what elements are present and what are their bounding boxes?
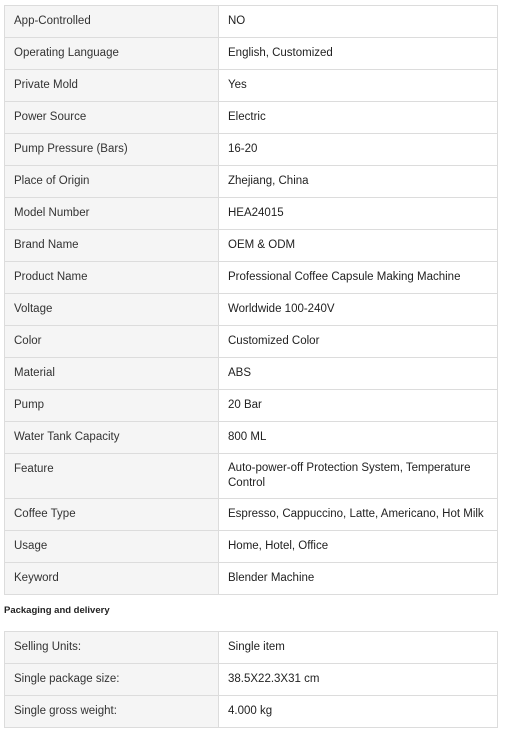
packaging-attribute-value: Single item [219, 632, 498, 664]
attribute-name: Pump Pressure (Bars) [5, 134, 219, 166]
packaging-attribute-name: Single package size: [5, 664, 219, 696]
table-row [5, 166, 498, 198]
table-row [5, 358, 498, 390]
packaging-attribute-value: 4.000 kg [219, 696, 498, 728]
attribute-name: Place of Origin [5, 166, 219, 198]
attribute-name: Keyword [5, 563, 219, 595]
table-row [5, 262, 498, 294]
attribute-value: Espresso, Cappuccino, Latte, Americano, Hot Milk [219, 499, 498, 531]
attribute-name: Model Number [5, 198, 219, 230]
table-row [5, 499, 498, 531]
table-row [5, 38, 498, 70]
attribute-name: Brand Name [5, 230, 219, 262]
table-row [5, 422, 498, 454]
attribute-value: ABS [219, 358, 498, 390]
attribute-value: Zhejiang, China [219, 166, 498, 198]
attribute-value: Blender Machine [219, 563, 498, 595]
table-row [5, 198, 498, 230]
table-row [5, 70, 498, 102]
attribute-name: Private Mold [5, 70, 219, 102]
table-row [5, 134, 498, 166]
table-row [5, 102, 498, 134]
attribute-value: NO [219, 6, 498, 38]
table-row [5, 664, 498, 696]
attribute-name: Usage [5, 531, 219, 563]
attribute-value: HEA24015 [219, 198, 498, 230]
attribute-name: Power Source [5, 102, 219, 134]
table-row [5, 696, 498, 728]
attribute-value: 20 Bar [219, 390, 498, 422]
attribute-name: Pump [5, 390, 219, 422]
attribute-value: 800 ML [219, 422, 498, 454]
table-row [5, 294, 498, 326]
attribute-value: Customized Color [219, 326, 498, 358]
packaging-attribute-value: 38.5X22.3X31 cm [219, 664, 498, 696]
table-row [5, 531, 498, 563]
attribute-value: Professional Coffee Capsule Making Machine [219, 262, 498, 294]
attribute-value: Worldwide 100-240V [219, 294, 498, 326]
attribute-value: 16-20 [219, 134, 498, 166]
attribute-value: Home, Hotel, Office [219, 531, 498, 563]
attribute-value: Auto-power-off Protection System, Temperature Control [219, 454, 498, 499]
attribute-value: Yes [219, 70, 498, 102]
attribute-name: Product Name [5, 262, 219, 294]
product-attributes-table [4, 5, 498, 595]
packaging-attribute-name: Selling Units: [5, 632, 219, 664]
attribute-value: English, Customized [219, 38, 498, 70]
table-row [5, 454, 498, 499]
packaging-attribute-name: Single gross weight: [5, 696, 219, 728]
attribute-name: Material [5, 358, 219, 390]
table-row [5, 326, 498, 358]
attribute-name: Coffee Type [5, 499, 219, 531]
attribute-name: Color [5, 326, 219, 358]
attribute-name: Voltage [5, 294, 219, 326]
attribute-name: Feature [5, 454, 219, 499]
table-row [5, 390, 498, 422]
attribute-name: Operating Language [5, 38, 219, 70]
table-row [5, 230, 498, 262]
attribute-name: App-Controlled [5, 6, 219, 38]
table-row [5, 563, 498, 595]
attribute-value: Electric [219, 102, 498, 134]
packaging-section-title: Packaging and delivery [4, 605, 110, 616]
table-row [5, 6, 498, 38]
table-row [5, 632, 498, 664]
attribute-name: Water Tank Capacity [5, 422, 219, 454]
packaging-delivery-table [4, 631, 498, 728]
attribute-value: OEM & ODM [219, 230, 498, 262]
